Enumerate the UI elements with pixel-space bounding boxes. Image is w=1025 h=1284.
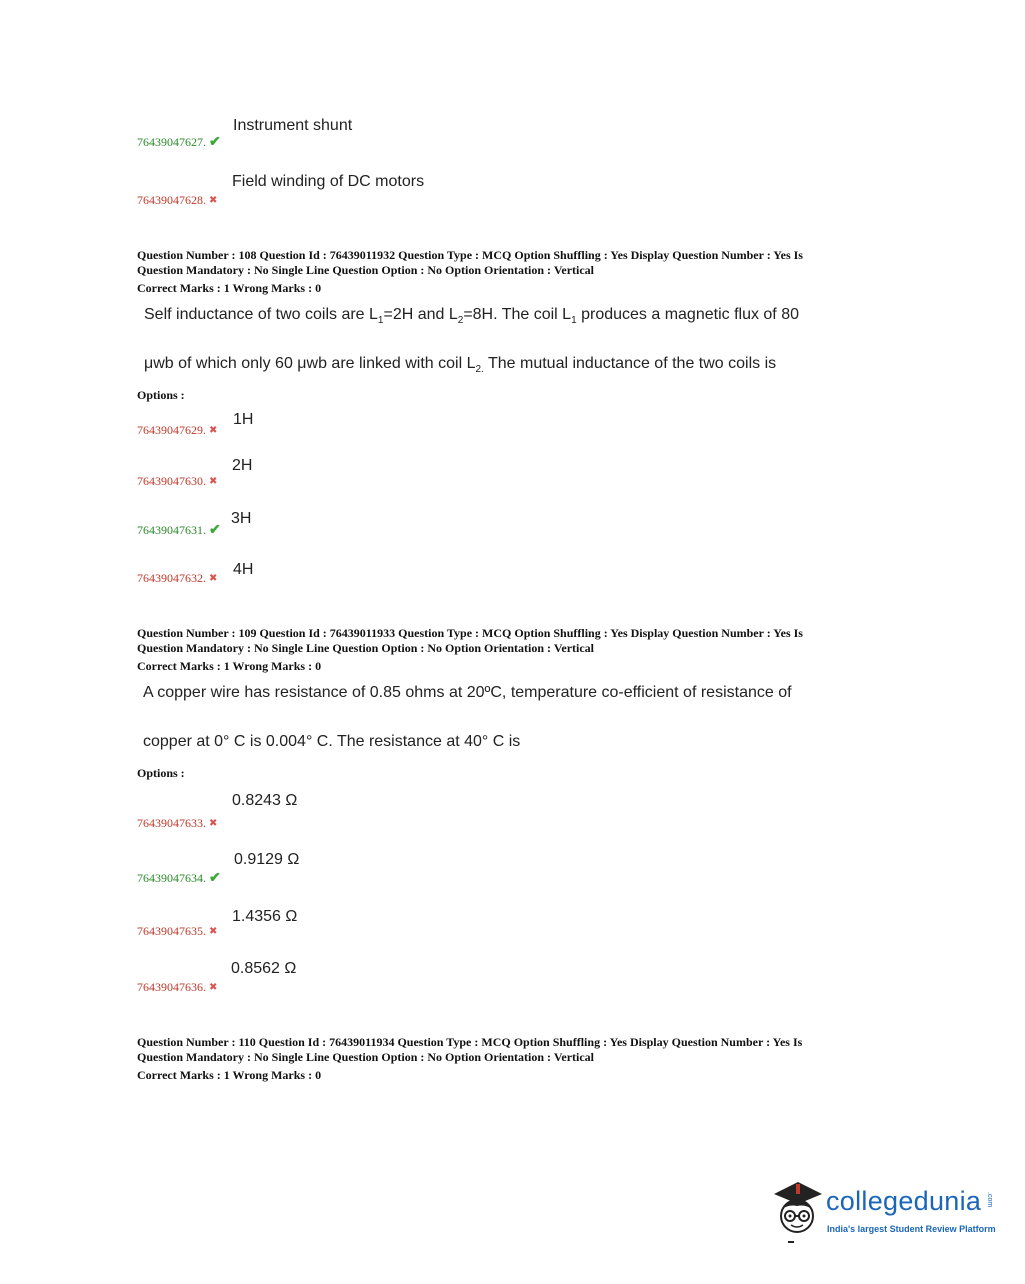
meta-line: Correct Marks : 1 Wrong Marks : 0	[137, 281, 322, 295]
option-text: 0.8243 Ω	[232, 792, 298, 809]
meta-line: Question Number : 110 Question Id : 76439011934 Question Type : MCQ Option Shuffling : Yes Display Question Number : Yes Is	[137, 1035, 803, 1049]
meta-line: Correct Marks : 1 Wrong Marks : 0	[137, 659, 322, 673]
question-meta	[137, 626, 867, 674]
option-id-label: 76439047632.	[137, 571, 206, 585]
subscript: 1	[377, 315, 384, 327]
question-meta	[137, 248, 867, 296]
check-icon: ✔	[209, 870, 221, 886]
logo-tagline: India's largest Student Review Platform	[827, 1224, 996, 1234]
question-meta	[137, 1035, 867, 1083]
option-id-label: 76439047635.	[137, 924, 206, 938]
meta-line: Correct Marks : 1 Wrong Marks : 0	[137, 1068, 322, 1082]
collegedunia-logo	[768, 1176, 998, 1248]
option-id	[137, 571, 217, 586]
text-fragment: Self inductance of two coils are L	[144, 306, 378, 323]
question-text-line: copper at 0° C is 0.004° C. The resistance at 40° C is	[143, 733, 521, 750]
option-id-label: 76439047630.	[137, 474, 206, 488]
option-id	[137, 924, 217, 939]
option-id	[137, 523, 221, 538]
option-id-label: 76439047628.	[137, 193, 206, 207]
option-id	[137, 871, 221, 886]
logo-com: .com	[986, 1192, 993, 1208]
text-fragment: =2H and L	[383, 306, 458, 323]
text-fragment: The mutual inductance of the two coils is	[483, 355, 777, 372]
question-text-line	[144, 355, 776, 375]
option-id	[137, 193, 217, 208]
cross-icon: ✖	[209, 194, 218, 206]
cross-icon: ✖	[209, 475, 218, 487]
cross-icon: ✖	[209, 817, 218, 829]
cross-icon: ✖	[209, 981, 218, 993]
question-text-line: A copper wire has resistance of 0.85 ohms at 20ºC, temperature co-efficient of resistance of	[143, 684, 792, 701]
option-id-label: 76439047633.	[137, 816, 206, 830]
option-text: Field winding of DC motors	[232, 173, 425, 190]
meta-line: Question Mandatory : No Single Line Question Option : No Option Orientation : Vertical	[137, 641, 595, 655]
options-label: Options :	[137, 388, 185, 402]
option-id	[137, 980, 217, 995]
subscript: 2.	[475, 364, 484, 376]
option-id-label: 76439047636.	[137, 980, 206, 994]
meta-line: Question Mandatory : No Single Line Question Option : No Option Orientation : Vertical	[137, 1050, 595, 1064]
option-id-label: 76439047631.	[137, 523, 206, 537]
meta-line: Question Mandatory : No Single Line Question Option : No Option Orientation : Vertical	[137, 263, 595, 277]
cross-icon: ✖	[209, 925, 218, 937]
option-text: 1.4356 Ω	[232, 908, 298, 925]
option-id	[137, 816, 217, 831]
meta-line: Question Number : 108 Question Id : 76439011932 Question Type : MCQ Option Shuffling : Yes Display Question Number : Yes Is	[137, 248, 803, 262]
option-text: 4H	[233, 561, 254, 578]
subscript: 1	[571, 315, 577, 327]
option-text: 3H	[231, 510, 252, 527]
text-fragment: produces a magnetic flux of 80	[576, 306, 799, 323]
option-text: 0.8562 Ω	[231, 960, 297, 977]
option-text: 1H	[233, 411, 254, 428]
question-text-line	[144, 306, 799, 326]
option-text: 0.9129 Ω	[234, 851, 300, 868]
text-fragment: =8H. The coil L	[463, 306, 572, 323]
option-id	[137, 423, 217, 438]
option-id	[137, 474, 217, 489]
cross-icon: ✖	[209, 424, 218, 436]
options-label: Options :	[137, 766, 185, 780]
text-fragment: μwb of which only 60 μwb are linked with coil L	[144, 355, 476, 372]
option-id-label: 76439047629.	[137, 423, 206, 437]
logo-wordmark: collegedunia	[826, 1186, 982, 1216]
check-icon: ✔	[209, 522, 221, 538]
option-text: Instrument shunt	[233, 117, 353, 134]
mascot-icon	[768, 1176, 826, 1248]
option-id-label: 76439047627.	[137, 135, 206, 149]
option-id	[137, 135, 221, 150]
subscript: 2	[457, 315, 464, 327]
cross-icon: ✖	[209, 572, 218, 584]
option-id-label: 76439047634.	[137, 871, 206, 885]
meta-line: Question Number : 109 Question Id : 76439011933 Question Type : MCQ Option Shuffling : Yes Display Question Number : Yes Is	[137, 626, 803, 640]
check-icon: ✔	[209, 134, 221, 150]
option-text: 2H	[232, 457, 253, 474]
